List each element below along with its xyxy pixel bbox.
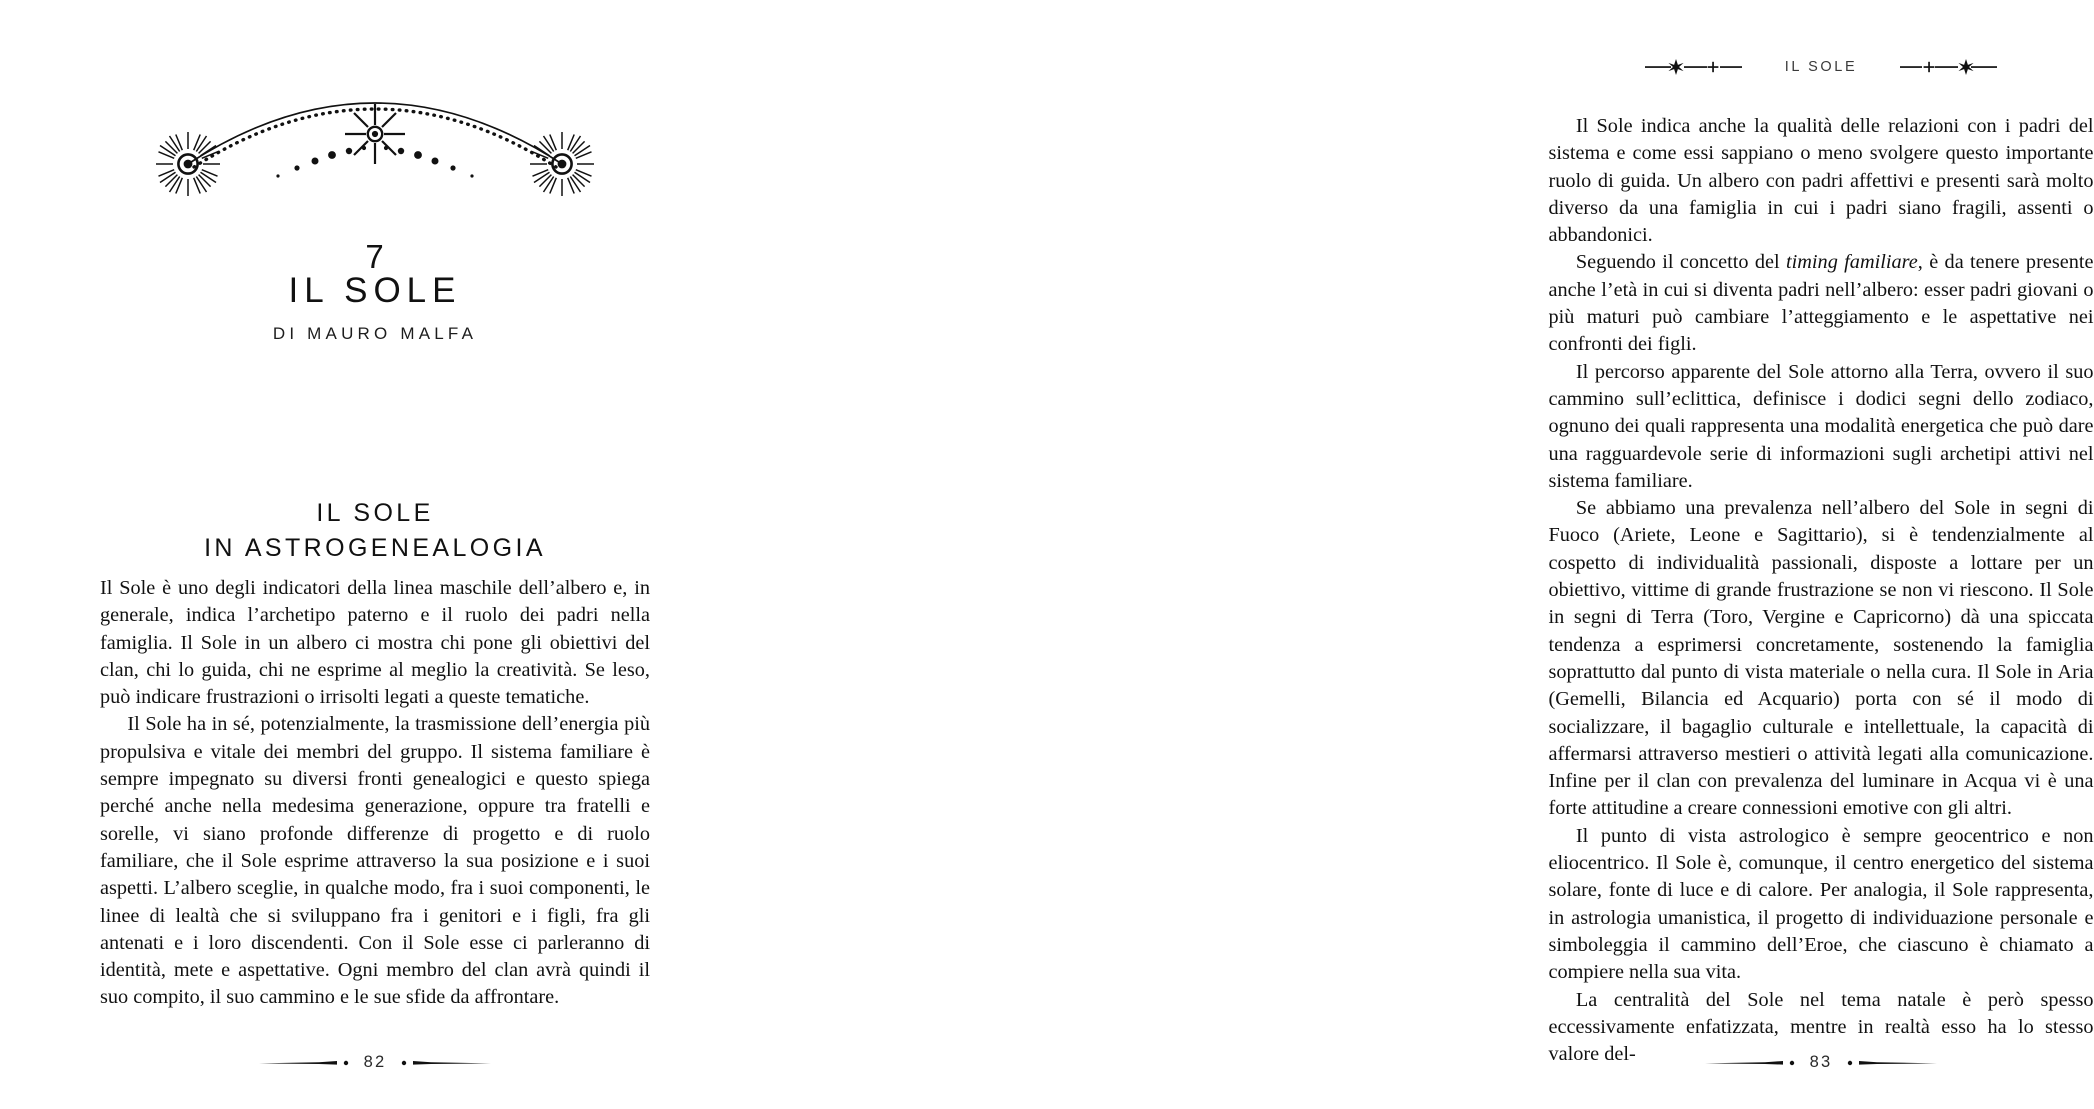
section-heading [100, 496, 650, 565]
folio-left [100, 1053, 650, 1072]
page-number: 82 [363, 1053, 387, 1071]
paragraph: Il percorso apparente del Sole attorno alla Terra, ovvero il suo cammino sull’eclittica, definisce i dodici segni dello zodiaco, ognuno dei quali rappresenta una modalità energetica che può dare una ragguardevole serie di informazioni sugli archetipi attivi nel sistema familiare. [1548, 360, 2094, 492]
italic-para-before: Seguendo il concetto del [1575, 251, 1786, 274]
paragraph: Il punto di vista astrologico è sempre geocentrico e non eliocentrico. Il Sole è, comunque, il centro energetico del sistema solare, fonte di luce e di calore. Per analogia, il Sole rappresenta, in astrologia umanistica, il progetto di individuazione personale e simboleggia il cammino dell’Eroe, che ciascuno è chiamato a compiere nella sua vita. [1548, 824, 2094, 984]
section-heading-line-1: IL SOLE [316, 499, 434, 527]
page-number: 83 [1809, 1053, 1833, 1071]
paragraph-with-italic [1549, 249, 2094, 358]
sun-icon-right [530, 132, 594, 196]
left-column-body [100, 575, 650, 1012]
right-column-body [1549, 113, 2094, 1068]
italic-para-after: , è da tenere presente anche l’età in cui si diventa padri nell’albero: esser padri giovani o più maturi può cambiare l’atteggiamento e le aspettative nei confronti dei figli. [1548, 251, 2094, 356]
left-page [0, 0, 723, 1109]
folio-rule-right-icon [399, 1058, 491, 1068]
italic-term: timing familiare [1786, 251, 1918, 274]
chapter-author: DI MAURO MALFA [272, 324, 478, 343]
folio-right [1549, 1053, 2094, 1072]
running-head-label: IL SOLE [1784, 59, 1858, 75]
chapter-title: IL SOLE [288, 271, 462, 310]
paragraph: Se abbiamo una prevalenza nell’albero del Sole in segni di Fuoco (Ariete, Leone e Sagittario), si è tendenzialmente al cospetto di individualità passionali, disposte a lottare per un obiettivo, vittime di grande frustrazione se non vi riescono. Il Sole in segni di Terra (Toro, Vergine e Capricorno) dà una spiccata tendenza a esprimersi concretamente, sostenendo la famiglia soprattutto dal punto di vista materiale o nella cura. Il Sole in Aria (Gemelli, Bilancia ed Acquario) porta con sé il modo di socializzare, il bagaglio culturale e intellettuale, la capacità di affermarsi attraverso mestieri o attività legati alla comunicazione. Infine per il clan con prevalenza del luminare in Acqua vi è una forte attitudine a creare connessioni emotive con gli altri. [1548, 497, 2094, 820]
star-ornament [345, 104, 405, 164]
right-page [723, 0, 2094, 1109]
chapter-number: 7 [365, 238, 385, 275]
chapter-opener [100, 72, 650, 343]
section-heading-line-2: IN ASTROGENEALOGIA [204, 533, 546, 562]
folio-rule-left-icon [1705, 1058, 1797, 1068]
sun-icon-left [156, 132, 220, 196]
sun-arch-ornament [150, 72, 600, 207]
paragraph: Il Sole indica anche la qualità delle relazioni con i padri del sistema e come essi sappiano o meno svolgere questo importante ruolo di guida. Un albero con padri affettivi e presenti sarà molto diverso da una famiglia in cui i padri siano fragili, assenti o abbandonici. [1548, 115, 2094, 247]
paragraph: La centralità del Sole nel tema natale è però spesso eccessivamente enfatizzata, mentre in realtà esso ha lo stesso valore del- [1548, 988, 2094, 1066]
paragraph: Il Sole è uno degli indicatori della linea maschile dell’albero e, in generale, indica l’archetipo paterno e il ruolo dei padri nella famiglia. Il Sole in un albero ci mostra chi pone gli obiettivi del clan, chi lo guida, chi ne esprime al meglio la creatività. Se leso, può indicare frustrazioni o irrisolti legati a queste tematiche. [100, 577, 650, 709]
folio-rule-right-icon [1845, 1058, 1937, 1068]
running-head [1549, 58, 2094, 76]
paragraph: Il Sole ha in sé, potenzialmente, la trasmissione dell’energia più propulsiva e vitale dei membri del gruppo. Il sistema familiare è sempre impegnato su diversi fronti genealogici e questo spiega perché anche nella medesima generazione, oppure tra fratelli e sorelle, vi siano profonde differenze di progetto e di ruolo familiare, che il Sole esprime attraverso la sua posizione e i suoi aspetti. L’albero sceglie, in qualche modo, fra i suoi componenti, le linee di lealtà che si sviluppano fra i genitori e i figli, fra gli antenati e i loro discendenti. Con il Sole esse ci parleranno di identità, mete e aspettative. Ogni membro del clan avrà quindi il suo compito, il suo cammino e le sue sfide da affrontare. [100, 713, 650, 1009]
folio-rule-left-icon [259, 1058, 351, 1068]
running-head-ornament-left-icon [1645, 58, 1753, 76]
running-head-ornament-right-icon [1889, 58, 1997, 76]
